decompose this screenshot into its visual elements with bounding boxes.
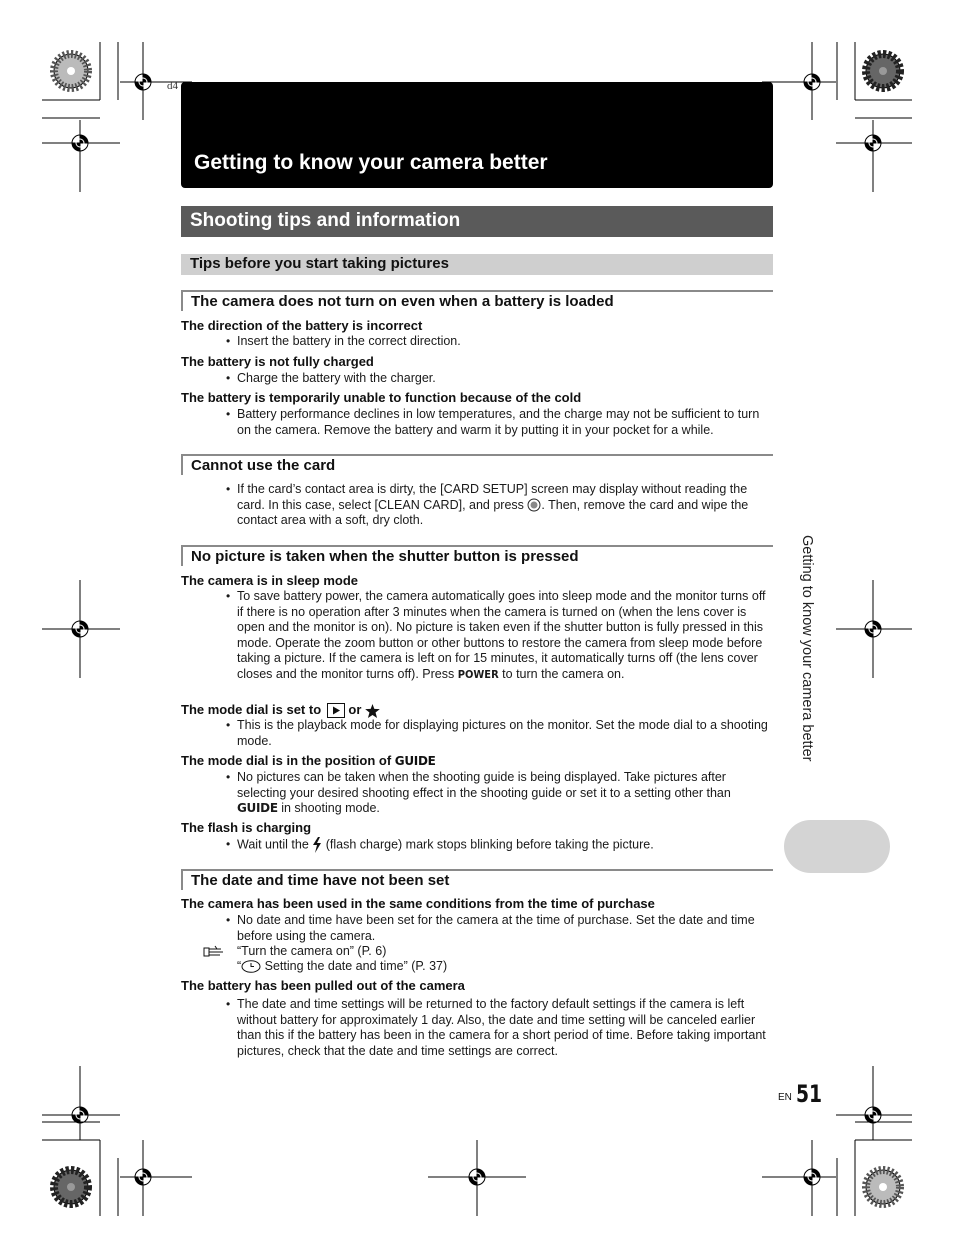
page-language: EN <box>778 1092 792 1103</box>
topic-title: The date and time have not been set <box>191 872 450 889</box>
bullet: • <box>226 371 231 385</box>
bullet: • <box>226 407 231 421</box>
guide-mode-label: GUIDE <box>394 754 436 768</box>
heading-mode-dial-playback <box>181 702 380 718</box>
chapter-tab <box>784 820 890 873</box>
topic-title: No picture is taken when the shutter button is pressed <box>191 548 579 565</box>
bullet: • <box>226 589 231 603</box>
text-part: in shooting mode. <box>281 801 380 815</box>
body-text: This is the playback mode for displaying pictures on the monitor. Set the mode dial to a shooting mode. <box>237 718 768 748</box>
body-text: No date and time have been set for the camera at the time of purchase. Set the date and time before using the camera. <box>237 913 755 943</box>
bullet: • <box>226 334 231 348</box>
body-text: Battery performance declines in low temperatures, and the charge may not be sufficient to turn on the camera. Remove the battery and warm it by putting it in your pocket for a while. <box>237 407 760 437</box>
page-number: 51 <box>796 1080 823 1108</box>
text-part: (flash charge) mark stops blinking before taking the picture. <box>325 837 654 852</box>
text-part: “ <box>237 959 242 973</box>
body-text: The date and time settings will be returned to the factory default settings if the camera is left without battery for approximately 1 day. Also, the date and time setting will be canceled earlier than this if the battery has been in the camera for a short period of time. Before taking important pictures, check that the date and time settings are correct. <box>237 997 766 1058</box>
body-text: Insert the battery in the correct direction. <box>237 334 461 348</box>
body-text-sleep <box>237 589 774 682</box>
heading-battery-charge: The battery is not fully charged <box>181 354 374 369</box>
subsection-title: Tips before you start taking pictures <box>190 255 449 272</box>
bullet: • <box>226 482 231 496</box>
bullet: • <box>226 837 231 851</box>
topic-shutter-header <box>181 545 773 566</box>
text-part: If the card’s contact area is dirty, the [CARD SETUP] screen may display without reading the card. In this case, select [CLEAN CARD], and press <box>237 482 748 512</box>
text-part: or <box>348 702 362 717</box>
playback-icon <box>327 703 345 718</box>
heading-battery-direction: The direction of the battery is incorrect <box>181 318 423 333</box>
topic-title: The camera does not turn on even when a battery is loaded <box>191 293 614 310</box>
section-title: Shooting tips and information <box>190 210 461 231</box>
ok-button-icon <box>527 498 541 512</box>
guide-mode-label: GUIDE <box>237 801 278 815</box>
heading-since-purchase: The camera has been used in the same conditions from the time of purchase <box>181 896 655 911</box>
power-button-label: POWER <box>457 667 499 681</box>
clock-icon <box>241 960 261 973</box>
text-part: . Then, remove the card and wipe the contact area with a soft, dry cloth. <box>237 497 749 527</box>
text-part: Setting the date and time” (P. 37) <box>261 959 448 973</box>
bullet: • <box>226 718 231 732</box>
side-tab-label: Getting to know your camera better <box>799 535 815 762</box>
body-text-guide <box>237 770 774 817</box>
heading-sleep-mode: The camera is in sleep mode <box>181 573 359 588</box>
chapter-title: Getting to know your camera better <box>194 151 548 174</box>
body-text-card <box>237 482 774 529</box>
reference-turn-on: “Turn the camera on” (P. 6) <box>237 944 387 958</box>
body-text: Charge the battery with the charger. <box>237 371 436 385</box>
reference-pointer-icon <box>203 945 227 959</box>
print-mark: d4 <box>167 80 178 92</box>
bullet: • <box>226 997 231 1011</box>
topic-card-header <box>181 454 773 475</box>
text-part: Wait until the <box>237 837 309 852</box>
heading-battery-pulled: The battery has been pulled out of the camera <box>181 978 465 993</box>
star-icon <box>365 704 380 718</box>
topic-datetime-header <box>181 869 773 890</box>
text-part: The mode dial is in the position of <box>181 753 392 768</box>
body-text-flash <box>237 837 774 853</box>
text-part: to turn the camera on. <box>502 666 625 681</box>
heading-battery-cold: The battery is temporarily unable to function because of the cold <box>181 390 582 405</box>
topic-title: Cannot use the card <box>191 457 336 474</box>
reference-set-date <box>237 959 447 973</box>
heading-flash-charging: The flash is charging <box>181 820 312 835</box>
text-part: No pictures can be taken when the shooting guide is being displayed. Take pictures after selecting your desired shooting effect in the shooting guide or set it to a setting other than <box>237 770 731 800</box>
text-part: The mode dial is set to <box>181 702 322 717</box>
text-part: To save battery power, the camera automatically goes into sleep mode and the monitor turns off if there is no operation after 3 minutes when the camera is turned on (when the lens cover is open and the monitor is on). No picture is taken even if the shutter button is fully pressed in this mode. Operate the zoom button or other buttons to restore the camera from sleep mode before taking a picture. If the camera is left on for 15 minutes, it automatically turns off (the lens cover closes and the monitor turns off). Press <box>237 589 766 681</box>
bullet: • <box>226 913 231 927</box>
heading-mode-dial-guide <box>181 753 436 768</box>
bullet: • <box>226 770 231 784</box>
topic-battery-header <box>181 290 773 311</box>
flash-icon <box>312 837 322 853</box>
